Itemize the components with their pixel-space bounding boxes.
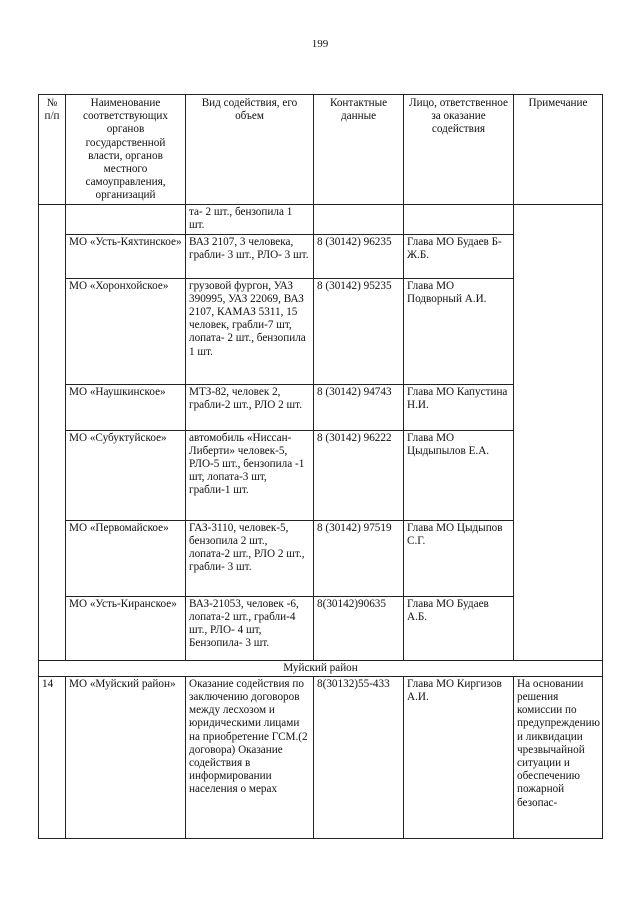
cell-contact: 8 (30142) 95235	[314, 278, 404, 384]
cell-person: Глава МО Будаев Б-Ж.Б.	[404, 234, 514, 278]
cell-person: Глава МО Подворный А.И.	[404, 278, 514, 384]
header-contact: Контактные данные	[314, 95, 404, 205]
cell-contact: 8(30142)90635	[314, 596, 404, 660]
cell-person: Глава МО Капустина Н.И.	[404, 384, 514, 430]
header-org: Наименование соответствующих органов государственной власти, органов местного самоуправления, организаций	[66, 95, 186, 205]
cell-contact	[314, 204, 404, 234]
assistance-table	[38, 94, 603, 839]
cell-contact: 8 (30142) 96235	[314, 234, 404, 278]
cell-org: МО «Усть-Кяхтинское»	[66, 234, 186, 278]
cell-person: Глава МО Цыдыпов С.Г.	[404, 520, 514, 596]
header-num: № п/п	[39, 95, 66, 205]
cell-aid: МТЗ-82, человек 2, грабли-2 шт., РЛО 2 шт.	[186, 384, 314, 430]
cell-num: 14	[39, 676, 66, 838]
cell-org: МО «Наушкинское»	[66, 384, 186, 430]
cell-contact: 8 (30142) 96222	[314, 430, 404, 520]
cell-aid: грузовой фургон, УАЗ 390995, УАЗ 22069, ВАЗ 2107, КАМАЗ 5311, 15 человек, грабли-7 шт, лопата- 2 шт., бензопила 1 шт.	[186, 278, 314, 384]
cell-org: МО «Муйский район»	[66, 676, 186, 838]
cell-org: МО «Хоронхойское»	[66, 278, 186, 384]
table-row	[39, 676, 603, 838]
header-person: Лицо, ответственное за оказание содействия	[404, 95, 514, 205]
cell-person: Глава МО Будаев А.Б.	[404, 596, 514, 660]
header-note: Примечание	[514, 95, 603, 205]
cell-person: Глава МО Цыдыпылов Е.А.	[404, 430, 514, 520]
table-row	[39, 204, 603, 234]
cell-aid: ВАЗ 2107, 3 человека, грабли- 3 шт., РЛО- 3 шт.	[186, 234, 314, 278]
cell-aid: автомобиль «Ниссан-Либерти» человек-5, РЛО-5 шт., бензопила -1 шт, лопата-3 шт, грабли-1 шт.	[186, 430, 314, 520]
cell-num	[39, 204, 66, 660]
page-number: 199	[311, 38, 329, 50]
table-header-row	[39, 95, 603, 205]
cell-aid: Оказание содействия по заключению договоров между лесхозом и юридическими лицами на приобретение ГСМ.(2 договора) Оказание содействия в информировании населения о мерах	[186, 676, 314, 838]
cell-contact: 8 (30142) 97519	[314, 520, 404, 596]
cell-aid: та- 2 шт., бензопила 1 шт.	[186, 204, 314, 234]
cell-org: МО «Усть-Киранское»	[66, 596, 186, 660]
cell-person	[404, 204, 514, 234]
cell-org: МО «Субуктуйское»	[66, 430, 186, 520]
cell-note: На основании решения комиссии по предупреждению и ликвидации чрезвычайной ситуации и обеспечению пожарной безопас-	[514, 676, 603, 838]
cell-aid: ГАЗ-3110, человек-5, бензопила 2 шт., лопата-2 шт., РЛО 2 шт., грабли- 3 шт.	[186, 520, 314, 596]
cell-aid: ВАЗ-21053, человек -6, лопата-2 шт., грабли-4 шт., РЛО- 4 шт, Бензопила- 3 шт.	[186, 596, 314, 660]
cell-note	[514, 204, 603, 660]
section-row	[39, 660, 603, 676]
cell-org	[66, 204, 186, 234]
cell-org: МО «Первомайское»	[66, 520, 186, 596]
header-aid: Вид содействия, его объем	[186, 95, 314, 205]
cell-person: Глава МО Киргизов А.И.	[404, 676, 514, 838]
cell-contact: 8(30132)55-433	[314, 676, 404, 838]
cell-contact: 8 (30142) 94743	[314, 384, 404, 430]
section-title: Муйский район	[39, 660, 603, 676]
